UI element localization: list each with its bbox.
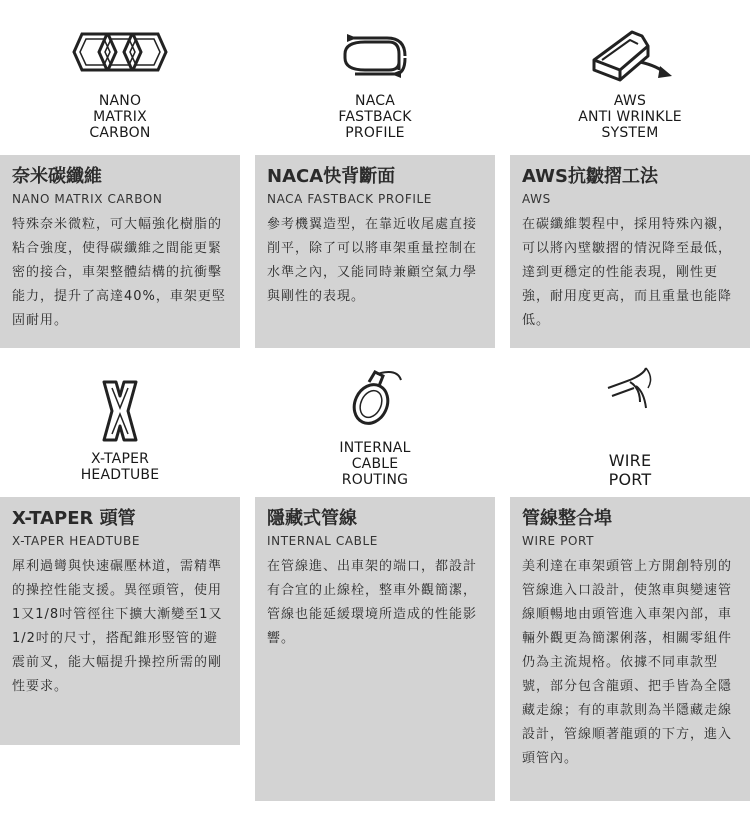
icon-caption: NANO MATRIX CARBON <box>89 93 151 141</box>
card-body: 特殊奈米微粒，可大幅強化樹脂的粘合強度，使得碳纖維之間能更緊密的接合，車架整體結構的抗衝擊能力，提升了高達40%，車架更堅固耐用。 <box>12 217 226 328</box>
icon-caption: X-TAPER HEADTUBE <box>80 451 160 483</box>
internal-cable-icon <box>345 368 405 430</box>
card-subtitle: X-TAPER HEADTUBE <box>12 534 141 548</box>
feature-internal-cable <box>255 0 495 813</box>
card-title: NACA快背斷面 <box>267 166 396 187</box>
card-title: 奈米碳纖維 <box>12 166 102 187</box>
card-body: 在碳纖維製程中，採用特殊內襯，可以將內壁皺摺的情況降至最低，達到更穩定的性能表現，剛性更強，耐用度更高，而且重量也能降低。 <box>522 217 733 328</box>
card-title: 管線整合埠 <box>522 508 612 529</box>
feature-wire-port <box>510 0 750 813</box>
card-title: AWS抗皺摺工法 <box>522 166 658 187</box>
card-subtitle: WIRE PORT <box>522 534 595 548</box>
feature-card <box>510 497 750 801</box>
icon-caption: AWS ANTI WRINKLE SYSTEM <box>578 93 682 141</box>
card-body: 在管線進、出車架的端口，都設計有合宜的止線栓，整車外觀簡潔，管線也能延緩環境所造成的性能影響。 <box>267 559 478 646</box>
icon-caption: INTERNAL CABLE ROUTING <box>339 440 411 488</box>
icon-caption: NACA FASTBACK PROFILE <box>338 93 412 141</box>
card-title: X-TAPER 頭管 <box>12 508 136 529</box>
card-subtitle: INTERNAL CABLE <box>267 534 378 548</box>
feature-x-taper <box>0 0 240 813</box>
x-taper-icon <box>100 378 140 444</box>
icon-caption: WIRE PORT <box>608 451 652 489</box>
feature-card <box>255 497 495 801</box>
card-title: 隱藏式管線 <box>267 508 357 529</box>
wire-port-icon <box>600 362 660 446</box>
feature-card <box>0 497 240 745</box>
card-subtitle: AWS <box>522 192 551 206</box>
card-body: 犀利過彎與快速碾壓林道，需精準的操控性能支援。異徑頭管，使用1又1/8吋管徑往下擴大漸變至1又1/2吋的尺寸，搭配錐形竪管的避震前叉，能大幅提升操控所需的剛性要求。 <box>12 559 223 694</box>
card-body: 參考機翼造型，在靠近收尾處直接削平，除了可以將車架重量控制在水準之內，又能同時兼顧空氣力學與剛性的表現。 <box>267 217 478 304</box>
card-subtitle: NANO MATRIX CARBON <box>12 192 163 206</box>
card-subtitle: NACA FASTBACK PROFILE <box>267 192 432 206</box>
card-body: 美利達在車架頭管上方開創特別的管線進入口設計，使煞車與變速管線順暢地由頭管進入車架內部，車輛外觀更為簡潔俐落，相關零組件仍為主流規格。依據不同車款型號，部分包含龍頭、把手皆為全隱藏走線；有的車款則為半隱藏走線設計，管線順著龍頭的下方，進入頭管內。 <box>522 559 733 766</box>
